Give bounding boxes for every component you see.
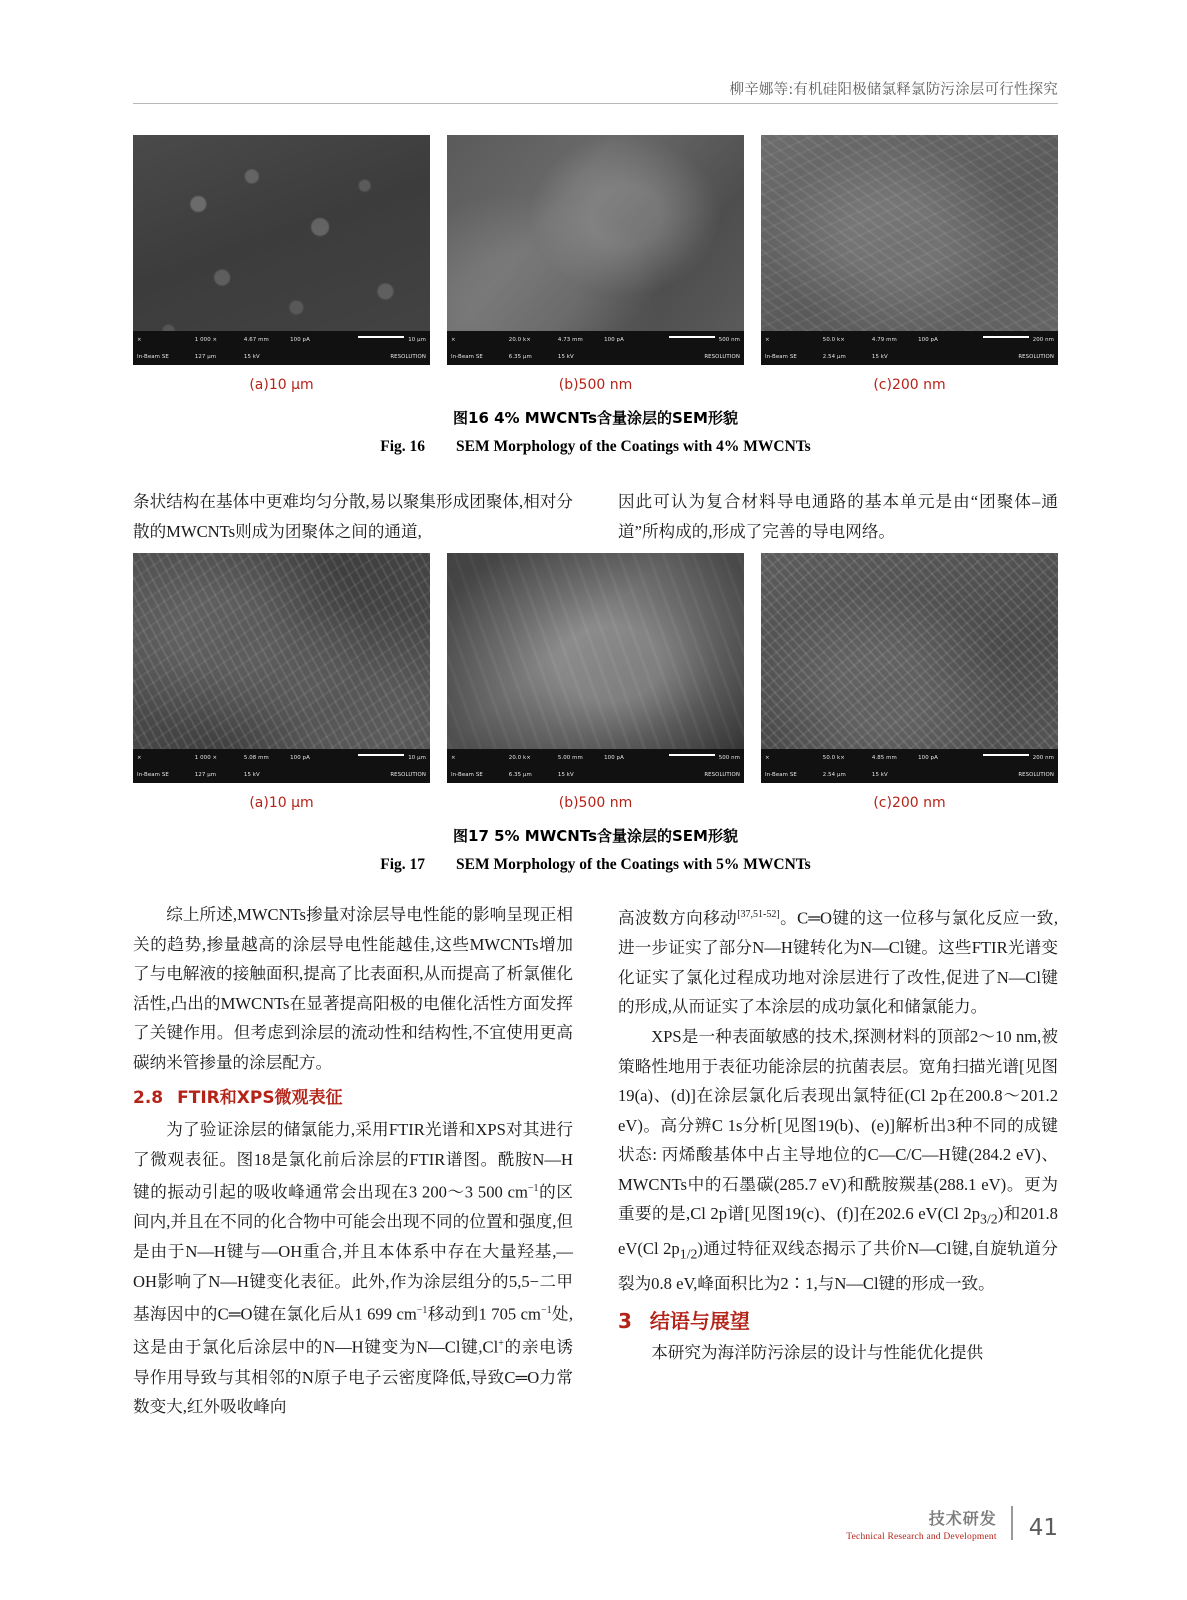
section-number-2-8: 2.8 xyxy=(133,1087,164,1108)
ftir-sup-2: −1 xyxy=(416,1305,428,1317)
citation-ref: [37,51-52] xyxy=(737,909,780,920)
ftir-sup-1: −1 xyxy=(527,1183,539,1195)
sem-hfw-16c: 2.54 μm xyxy=(822,353,846,360)
sem-current-17a: 100 pA xyxy=(290,754,310,761)
sem-infobar-17b xyxy=(447,749,744,783)
sem-current-16a: 100 pA xyxy=(290,336,310,343)
sem-hfw-17b: 6.35 μm xyxy=(508,771,532,778)
paragraph-mid-left: 条状结构在基体中更难均匀分散,易以聚集形成团聚体,相对分散的MWCNTs则成为团聚体之间的通道, xyxy=(133,492,573,541)
paragraph-mid-right: 因此可认为复合材料导电通路的基本单元是由“团聚体–通道”所构成的,形成了完善的导电网络。 xyxy=(618,492,1058,541)
section-heading-2-8 xyxy=(133,1084,573,1114)
xps-text-a: XPS是一种表面敏感的技术,探测材料的顶部2～10 nm,被策略性地用于表征功能涂层的抗菌表层。宽角扫描光谱[见图19(a)、(d)]在涂层氯化后表现出氯特征(Cl 2p在200.8～201.2 eV)。高分辨C 1s分析[见图19(b)、(e)]解析出3种不同的成键状态: 丙烯酸基体中占主导地位的C—C/C—H键(284.2 eV)、MWCNTs中的石墨碳(285.7 eV)和酰胺羰基(288.1 eV)。更为重要的是,Cl 2p谱[见图19(c)、(f)]在202.6 eV(Cl 2p xyxy=(618,1026,1058,1224)
figure-16-panel-b xyxy=(447,135,744,393)
section-number-3: 3 xyxy=(618,1308,632,1333)
sem-hfw-16a: 127 μm xyxy=(194,353,217,360)
sem-brand-17b: RESOLUTION xyxy=(704,771,740,778)
body-column-mid-right xyxy=(618,487,1058,546)
sem-infobar-17c xyxy=(761,749,1058,783)
sem-det-17b: In-Beam SE xyxy=(451,771,483,778)
xps-text-b: )和201.8 eV(Cl 2p xyxy=(618,1204,1058,1259)
figure-16-panel-c xyxy=(761,135,1058,393)
sem-infobar-16b xyxy=(447,331,744,365)
figure-17-panel-row xyxy=(133,553,1058,811)
sem-scalebar-17a xyxy=(358,754,404,756)
paragraph-summary: 综上所述,MWCNTs掺量对涂层导电性能的影响呈现正相关的趋势,掺量越高的涂层导电性能越佳,这些MWCNTs增加了与电解液的接触面积,提高了比表面积,从而提高了析氯催化活性,凸出的MWCNTs在显著提高阳极的电催化活性方面发挥了关键作用。但考虑到涂层的流动性和结构性,不宜使用更高碳纳米管掺量的涂层配方。 xyxy=(133,905,573,1072)
sem-wd-17c: 4.85 mm xyxy=(871,754,897,761)
sem-mag-16b: 20.0 k× xyxy=(508,336,531,343)
ftir-cont-text-a: 高波数方向移动 xyxy=(618,908,738,928)
sem-hv-16a: 15 kV xyxy=(243,353,260,360)
paragraph-ftir-cont xyxy=(618,900,1058,1022)
sem-brand-17a: RESOLUTION xyxy=(390,771,426,778)
ftir-text-d: 处,这是由于氯化后涂层中的N—H键变为N—Cl键,Cl xyxy=(133,1304,573,1357)
sem-detector-marker-17b: × xyxy=(451,754,456,761)
footer-divider xyxy=(1011,1506,1013,1540)
sem-scalebar-17c xyxy=(983,754,1029,756)
sem-det-17a: In-Beam SE xyxy=(137,771,169,778)
sem-image-16a xyxy=(133,135,430,365)
section-heading-3 xyxy=(618,1307,1058,1337)
sem-brand-16a: RESOLUTION xyxy=(390,353,426,360)
figure-16-title-cn: 图16 4% MWCNTs含量涂层的SEM形貌 xyxy=(453,409,738,427)
sem-infobar-17a xyxy=(133,749,430,783)
figure-16 xyxy=(133,135,1058,456)
section-title-3: 结语与展望 xyxy=(649,1308,750,1333)
figure-16-title-en: Fig. 16 SEM Morphology of the Coatings with 4% MWCNTs xyxy=(380,438,811,455)
figure-16-panel-row xyxy=(133,135,1058,393)
sem-brand-17c: RESOLUTION xyxy=(1018,771,1054,778)
section-title-2-8: FTIR和XPS微观表征 xyxy=(177,1087,343,1108)
ftir-sup-3: −1 xyxy=(540,1305,552,1317)
sem-scale-17a: 10 μm xyxy=(408,754,426,761)
figure-16-label-a: (a)10 μm xyxy=(249,377,314,393)
figure-16-label-b: (b)500 nm xyxy=(558,377,633,393)
sem-detector-marker-17a: × xyxy=(137,754,142,761)
page-footer xyxy=(846,1506,1058,1542)
sem-det-17c: In-Beam SE xyxy=(765,771,797,778)
sem-det-16c: In-Beam SE xyxy=(765,353,797,360)
ftir-text-b: 的区间内,并且在不同的化合物中可能会出现不同的位置和强度,但是由于N—H键与—OH重合,并且本体系中存在大量羟基,—OH影响了N—H键变化表征。此外,作为涂层组分的5,5−二甲基海因中的C═O键在氯化后从1 699 cm xyxy=(133,1182,574,1324)
ftir-sup-4: + xyxy=(498,1338,504,1350)
sem-current-17b: 100 pA xyxy=(604,754,624,761)
xps-sub-1: 3/2 xyxy=(980,1211,998,1227)
sem-infobar-16c xyxy=(761,331,1058,365)
sem-mag-16c: 50.0 k× xyxy=(822,336,845,343)
sem-image-17c xyxy=(761,553,1058,783)
body-column-lower-right xyxy=(618,900,1058,1368)
sem-hfw-16b: 6.35 μm xyxy=(508,353,532,360)
sem-brand-16c: RESOLUTION xyxy=(1018,353,1054,360)
figure-16-panel-a xyxy=(133,135,430,393)
sem-detector-marker-17c: × xyxy=(765,754,770,761)
ftir-cont-text-b: 。C═O键的这一位移与氯化反应一致,进一步证实了部分N—H键转化为N—Cl键。这些FTIR光谱变化证实了氯化过程成功地对涂层进行了改性,促进了N—Cl键的形成,从而证实了本涂层的成功氯化和储氯能力。 xyxy=(618,908,1058,1017)
figure-17-label-a: (a)10 μm xyxy=(249,795,314,811)
paragraph-conclusion: 本研究为海洋防污涂层的设计与性能优化提供 xyxy=(651,1343,984,1363)
running-title: 柳辛娜等:有机硅阳极储氯释氯防污涂层可行性探究 xyxy=(729,82,1058,98)
page-header xyxy=(133,78,1058,99)
sem-detector-marker-16a: × xyxy=(137,336,142,343)
footer-column-labels xyxy=(846,1506,996,1542)
figure-17-panel-a xyxy=(133,553,430,811)
sem-scalebar-16c xyxy=(983,336,1029,338)
figure-17-title-cn: 图17 5% MWCNTs含量涂层的SEM形貌 xyxy=(453,827,738,845)
sem-hfw-17a: 127 μm xyxy=(194,771,217,778)
sem-brand-16b: RESOLUTION xyxy=(704,353,740,360)
figure-17-label-b: (b)500 nm xyxy=(558,795,633,811)
sem-scale-16b: 500 nm xyxy=(718,336,740,343)
sem-wd-17b: 5.00 mm xyxy=(557,754,583,761)
sem-infobar-16a xyxy=(133,331,430,365)
page-number: 41 xyxy=(1028,1515,1058,1541)
sem-scale-16a: 10 μm xyxy=(408,336,426,343)
paragraph-xps xyxy=(618,1022,1058,1299)
sem-det-16a: In-Beam SE xyxy=(137,353,169,360)
figure-17 xyxy=(133,553,1058,874)
sem-detector-marker-16c: × xyxy=(765,336,770,343)
sem-mag-17c: 50.0 k× xyxy=(822,754,845,761)
xps-sub-2: 1/2 xyxy=(679,1246,698,1262)
sem-image-17b xyxy=(447,553,744,783)
sem-wd-16a: 4.67 mm xyxy=(243,336,269,343)
footer-section-cn: 技术研发 xyxy=(928,1509,997,1528)
sem-hv-16b: 15 kV xyxy=(557,353,574,360)
sem-scale-17c: 200 nm xyxy=(1032,754,1054,761)
sem-mag-17a: 1 000 × xyxy=(194,754,218,761)
sem-scale-16c: 200 nm xyxy=(1032,336,1054,343)
sem-current-16b: 100 pA xyxy=(604,336,624,343)
sem-current-17c: 100 pA xyxy=(918,754,938,761)
figure-17-panel-c xyxy=(761,553,1058,811)
figure-16-label-c: (c)200 nm xyxy=(873,377,946,393)
sem-hv-17a: 15 kV xyxy=(243,771,260,778)
sem-detector-marker-16b: × xyxy=(451,336,456,343)
figure-17-panel-b xyxy=(447,553,744,811)
sem-mag-17b: 20.0 k× xyxy=(508,754,531,761)
xps-text-c: )通过特征双线态揭示了共价N—Cl键,自旋轨道分裂为0.8 eV,峰面积比为2∶1,与N—Cl键的形成一致。 xyxy=(618,1239,1058,1294)
sem-scalebar-16a xyxy=(358,336,404,338)
sem-det-16b: In-Beam SE xyxy=(451,353,483,360)
sem-image-17a xyxy=(133,553,430,783)
sem-hv-17b: 15 kV xyxy=(557,771,574,778)
sem-scalebar-16b xyxy=(669,336,715,338)
sem-current-16c: 100 pA xyxy=(918,336,938,343)
sem-image-16b xyxy=(447,135,744,365)
sem-wd-17a: 5.08 mm xyxy=(243,754,269,761)
sem-wd-16b: 4.73 mm xyxy=(557,336,583,343)
sem-image-16c xyxy=(761,135,1058,365)
ftir-text-e: 的亲电诱导作用导致与其相邻的N原子电子云密度降低,导致C═O力常数变大,红外吸收峰向 xyxy=(133,1337,573,1417)
sem-hfw-17c: 2.54 μm xyxy=(822,771,846,778)
figure-17-label-c: (c)200 nm xyxy=(873,795,946,811)
ftir-text-c: 移动到1 705 cm xyxy=(427,1304,541,1324)
sem-wd-16c: 4.79 mm xyxy=(871,336,897,343)
body-column-mid-left xyxy=(133,487,573,546)
sem-scale-17b: 500 nm xyxy=(718,754,740,761)
sem-hv-17c: 15 kV xyxy=(871,771,888,778)
sem-mag-16a: 1 000 × xyxy=(194,336,218,343)
paragraph-ftir xyxy=(133,1115,573,1422)
footer-section-en: Technical Research and Development xyxy=(846,1532,997,1542)
ftir-text-a: 为了验证涂层的储氯能力,采用FTIR光谱和XPS对其进行了微观表征。图18是氯化前后涂层的FTIR谱图。酰胺N—H键的振动引起的吸收峰通常会出现在3 200～3 500 cm xyxy=(133,1120,573,1202)
sem-scalebar-17b xyxy=(669,754,715,756)
sem-hv-16c: 15 kV xyxy=(871,353,888,360)
body-column-lower-left xyxy=(133,900,573,1422)
figure-17-title-en: Fig. 17 SEM Morphology of the Coatings with 5% MWCNTs xyxy=(380,856,811,873)
header-divider xyxy=(133,103,1058,104)
